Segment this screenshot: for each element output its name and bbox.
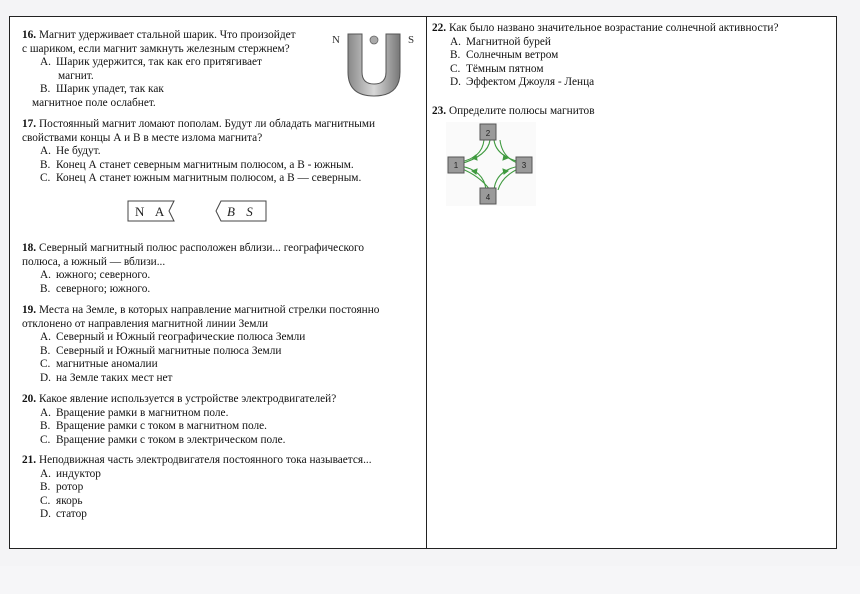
q18-text-line2: полюса, а южный — вблизи... [22, 255, 166, 268]
svg-text:4: 4 [485, 193, 491, 202]
q21-text: Неподвижная часть электродвигателя постоянного тока называется... [38, 454, 372, 466]
u-magnet-figure [328, 28, 420, 98]
q22-answer: А. Магнитной бурей [450, 35, 551, 48]
question-20 [22, 393, 336, 447]
q17-number: 17. [22, 118, 37, 130]
q19-answer: D. на Земле таких мест нет [40, 371, 173, 384]
q18-answer: А. южного; северного. [40, 269, 151, 282]
q16-text-line2: с шариком, если магнит замкнуть железным стержнем? [22, 42, 290, 55]
magnet-s-label: S [408, 34, 415, 46]
magnet-3 [516, 157, 532, 173]
q22-answer: С. Тёмным пятном [450, 62, 544, 75]
q17-answer: В. Конец А станет северным магнитным полюсом, а В - южным. [40, 158, 354, 171]
q17-text-line2: свойствами концы А и В в месте излома магнита? [22, 131, 263, 144]
page-bottom-area [0, 566, 860, 594]
u-magnet-icon [328, 28, 420, 98]
q23-number: 23. [432, 105, 447, 117]
question-18 [22, 242, 364, 296]
svg-text:1: 1 [453, 161, 459, 170]
q16-answer-a: А. Шарик удержится, так как его притягивает [40, 56, 262, 69]
svg-text:3: 3 [521, 161, 527, 170]
magnet-4 [480, 188, 496, 204]
q17-answer: А. Не будут. [40, 145, 101, 158]
question-23 [432, 105, 595, 119]
piece-na-label: N A [135, 204, 169, 219]
q19-answer: А. Северный и Южный географические полюса Земли [40, 331, 306, 344]
q19-answer: С. магнитные аномалии [40, 358, 158, 371]
column-divider [426, 16, 427, 549]
q18-text-line1: Северный магнитный полюс расположен вблизи... географического [38, 242, 365, 254]
q19-number: 19. [22, 304, 37, 316]
q19-answer: В. Северный и Южный магнитные полюса Земли [40, 344, 282, 357]
magnet-piece-na [127, 200, 177, 222]
q20-answer: А. Вращение рамки в магнитном поле. [40, 406, 229, 419]
q21-answer: А. индуктор [40, 467, 101, 480]
question-21 [22, 454, 372, 522]
q22-answer: В. Солнечным ветром [450, 49, 559, 62]
q16-answer-b-cont: магнитное поле ослабнет. [32, 96, 156, 109]
magnet-2 [480, 124, 496, 140]
magnet-piece-bs [213, 200, 267, 222]
q20-answer: С. Вращение рамки с током в электрическом поле. [40, 433, 286, 446]
question-19 [22, 304, 379, 386]
q22-number: 22. [432, 22, 447, 34]
svg-text:2: 2 [485, 129, 491, 138]
q20-answer: В. Вращение рамки с током в магнитном поле. [40, 420, 267, 433]
magnet-1 [448, 157, 464, 173]
q21-number: 21. [22, 454, 37, 466]
q18-number: 18. [22, 242, 37, 254]
magnet-n-label: N [332, 34, 340, 46]
q16-answer-b: В. Шарик упадет, так как [40, 83, 164, 96]
q16-text-line1: Магнит удерживает стальной шарик. Что произойдет [38, 29, 296, 41]
q20-text: Какое явление используется в устройстве электродвигателей? [38, 393, 337, 405]
q19-text-line1: Места на Земле, в которых направление магнитной стрелки постоянно [38, 304, 380, 316]
q20-number: 20. [22, 393, 37, 405]
question-16 [22, 29, 296, 111]
q22-text: Как было названо значительное возрастание солнечной активности? [448, 22, 779, 34]
q19-text-line2: отклонено от направления магнитной линии Земли [22, 317, 269, 330]
question-17 [22, 118, 375, 186]
q16-number: 16. [22, 29, 37, 41]
question-22 [432, 22, 778, 90]
q23-text: Определите полюсы магнитов [448, 105, 595, 117]
q17-text-line1: Постоянный магнит ломают пополам. Будут ли обладать магнитными [38, 118, 376, 130]
q21-answer: С. якорь [40, 494, 83, 507]
q21-answer: В. ротор [40, 481, 84, 494]
q18-answer: В. северного; южного. [40, 282, 151, 295]
q21-answer: D. статор [40, 508, 87, 521]
magnets-field-diagram [446, 122, 536, 206]
q22-answer: D. Эффектом Джоуля - Ленца [450, 76, 595, 89]
piece-bs-label: B S [227, 204, 257, 219]
q17-answer: С. Конец А станет южным магнитным полюсом, а В — северным. [40, 172, 362, 185]
q16-answer-a-cont: магнит. [58, 69, 94, 82]
